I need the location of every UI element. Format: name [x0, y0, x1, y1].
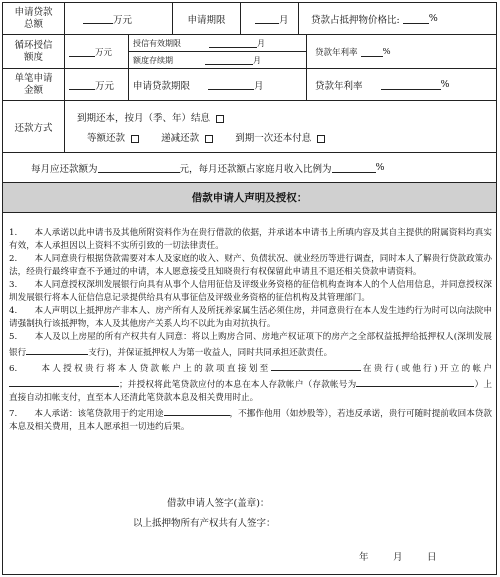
revolving-blank[interactable]: [69, 46, 95, 57]
repayment-label: 还款方式: [14, 122, 53, 134]
repay-option-line2: [87, 130, 325, 144]
single-period-label: 申请贷款期限: [133, 80, 191, 92]
loan-application-form: [2, 2, 497, 575]
repay-option-line1[interactable]: [77, 110, 224, 124]
revolving-value-cell[interactable]: [65, 35, 129, 68]
repayment-options: [65, 101, 498, 152]
payee-blank[interactable]: [271, 360, 361, 371]
row-repayment: [3, 101, 496, 153]
date-month: 月: [393, 552, 403, 563]
loan-total-unit: 万元: [113, 14, 133, 26]
purpose-blank[interactable]: [164, 405, 230, 416]
row-loan-total: [3, 3, 496, 35]
single-label-cell: [3, 69, 65, 100]
loan-total-value-cell[interactable]: [65, 3, 173, 34]
revolving-unit: 万元: [95, 47, 113, 58]
valid-period-blank[interactable]: [209, 38, 257, 48]
monthly-amount-blank[interactable]: [98, 162, 180, 173]
revolving-period-cell: [129, 35, 307, 68]
single-rate-cell[interactable]: [307, 69, 498, 100]
repayment-label-cell: [3, 101, 65, 152]
single-term-blank[interactable]: [205, 55, 253, 65]
declaration-title: 借款申请人声明及授权：: [3, 183, 496, 212]
valid-period-unit: 月: [257, 38, 265, 48]
loan-period-value-cell[interactable]: [241, 3, 299, 34]
repay-equal-checkbox[interactable]: [131, 135, 139, 143]
single-period-blank[interactable]: [208, 79, 254, 90]
monthly-mid: 元，每月还款额占家庭月收入比例为: [179, 163, 332, 175]
declaration-item-6-c: ；并授权将此笔贷款应付的本息在本人存款帐户（存款帐号为: [119, 380, 357, 390]
revolving-rate-label: 贷款年利率: [315, 47, 358, 58]
row-revolving: [3, 35, 496, 69]
ratio-blank[interactable]: [403, 13, 429, 24]
declaration-item-4: 4. 本人声明以上抵押房产非本人、房产所有人及所抚养家属生活必须住房，并同意贵行在本人发生违约行为时可以向法院申请强制执行该抵押物，本人及其他房产关系人均不以此为由对抗执行。: [9, 306, 492, 329]
monthly-cell[interactable]: [31, 153, 491, 182]
declaration-item-5: [9, 331, 492, 360]
declaration-item-5-a: 5. 本人及以上房屋的所有产权共有人同意：将以上购房合同、房地产权证项下的房产之全部权益抵押给抵押权人(深圳发展银行: [9, 332, 492, 358]
ratio-cell[interactable]: [299, 3, 498, 34]
declaration-item-6: [9, 360, 492, 405]
revolving-rate-unit: %: [382, 46, 391, 57]
declaration-item-7: [9, 405, 492, 434]
ratio-label: 贷款占抵押物价格比:: [311, 14, 400, 26]
repay-equal-label: 等额还款: [87, 133, 126, 144]
monthly-prefix: 每月应还款额为: [31, 163, 98, 175]
single-period-cell[interactable]: [129, 69, 307, 100]
row-single: [3, 69, 496, 101]
revolving-rate-cell[interactable]: [307, 35, 498, 68]
single-label: 单笔申请金额: [14, 72, 53, 96]
declaration-item-7-b: ，不挪作他用（如炒股等），若违反承诺，贵行可随时提前收回本贷款本息及相关费用，且本人愿承担一切违约后果。: [9, 409, 492, 432]
repay-decreasing-label: 递减还款: [161, 133, 200, 144]
applicant-signature-label[interactable]: 借款申请人签字(盖章)：: [167, 498, 270, 509]
declaration-item-6-d: ）上直接自动扣帐支付，直至本人还清此笔贷款本息及相关费用时止。: [9, 380, 492, 403]
loan-period-label-cell: [173, 3, 241, 34]
declaration-item-1: 1. 本人承诺以此申请书及其他所附资料作为在贵行借款的依据，并承诺本申请书上所填内容及其自主提供的附属资料均真实有效，本人承担因以上资料不实所引致的一切法律责任。: [9, 228, 492, 251]
valid-period-label: 授信有效期限: [133, 38, 181, 48]
date-day: 日: [427, 552, 437, 563]
loan-total-blank[interactable]: [83, 13, 113, 24]
loan-total-label: 申请贷款总额: [14, 6, 53, 30]
row-monthly: [3, 153, 496, 183]
loan-period-blank[interactable]: [255, 13, 279, 24]
repay-option-interest-checkbox[interactable]: [216, 115, 224, 123]
repay-lump-checkbox[interactable]: [317, 135, 325, 143]
loan-total-label-cell: [3, 3, 65, 34]
single-rate-blank[interactable]: [381, 79, 441, 90]
revolving-label-cell: [3, 35, 65, 68]
repay-decreasing-checkbox[interactable]: [205, 135, 213, 143]
repay-option-interest-label: 到期还本，按月（季、年）结息: [77, 113, 211, 124]
declaration-item-6-a: 6. 本人授权贵行将本人贷款帐户上的款项直接划至: [9, 364, 271, 374]
declaration-item-5-b: 支行)，并保证抵押权人为第一收益人，同时共同承担还款责任。: [88, 348, 333, 358]
single-amount-blank[interactable]: [69, 79, 95, 90]
single-term-unit: 月: [253, 55, 261, 65]
row-declaration-header: [3, 183, 496, 213]
loan-period-unit: 月: [279, 14, 289, 26]
single-term-line[interactable]: [129, 52, 306, 68]
valid-period-line[interactable]: [129, 35, 306, 52]
payee-account-blank[interactable]: [9, 376, 119, 387]
declaration-item-6-b: 在贵行(或他行)开立的帐户: [360, 364, 492, 374]
single-term-label: 额度存续期: [133, 55, 173, 65]
co-owner-signature-label[interactable]: 以上抵押物所有产权共有人签字：: [133, 518, 276, 529]
repay-lump-label: 到期一次还本付息: [235, 133, 312, 144]
declaration-item-7-a: 7. 本人承诺：该笔贷款用于约定用途: [9, 409, 164, 419]
ratio-unit: %: [428, 13, 438, 24]
monthly-suffix: %: [375, 162, 385, 173]
single-period-unit: 月: [254, 80, 264, 92]
single-rate-unit: %: [440, 79, 450, 90]
declaration-item-3: 3. 本人同意授权深圳发展银行向具有从事个人信用征信及评级业务资格的征信机构查询本人的个人信用信息，并同意授权深圳发展银行将本人征信信息记录提供给具有从事征信及评级业务资格的征信机构及其管理部门。: [9, 280, 492, 303]
declaration-item-2: 2. 本人同意贵行根据贷款需要对本人及家庭的收入、财产、负债状况、就业经历等进行调查，同时本人了解贵行贷款政策办法，经贵行最终审查不予通过的申请，本人愿意接受且知晓贵行有权保留此申请且不退还相关贷款申请资料。: [9, 254, 492, 277]
single-rate-label: 贷款年利率: [315, 80, 363, 92]
branch-blank[interactable]: [26, 344, 88, 355]
deposit-account-blank[interactable]: [356, 376, 474, 387]
revolving-rate-blank[interactable]: [361, 46, 383, 57]
single-value-cell[interactable]: [65, 69, 129, 100]
monthly-ratio-blank[interactable]: [332, 162, 376, 173]
declaration-body: [9, 227, 492, 434]
date-year: 年: [359, 552, 369, 563]
loan-period-label: 申请期限: [187, 14, 226, 26]
single-unit: 万元: [95, 80, 115, 92]
revolving-label: 循环授信额度: [14, 39, 53, 63]
